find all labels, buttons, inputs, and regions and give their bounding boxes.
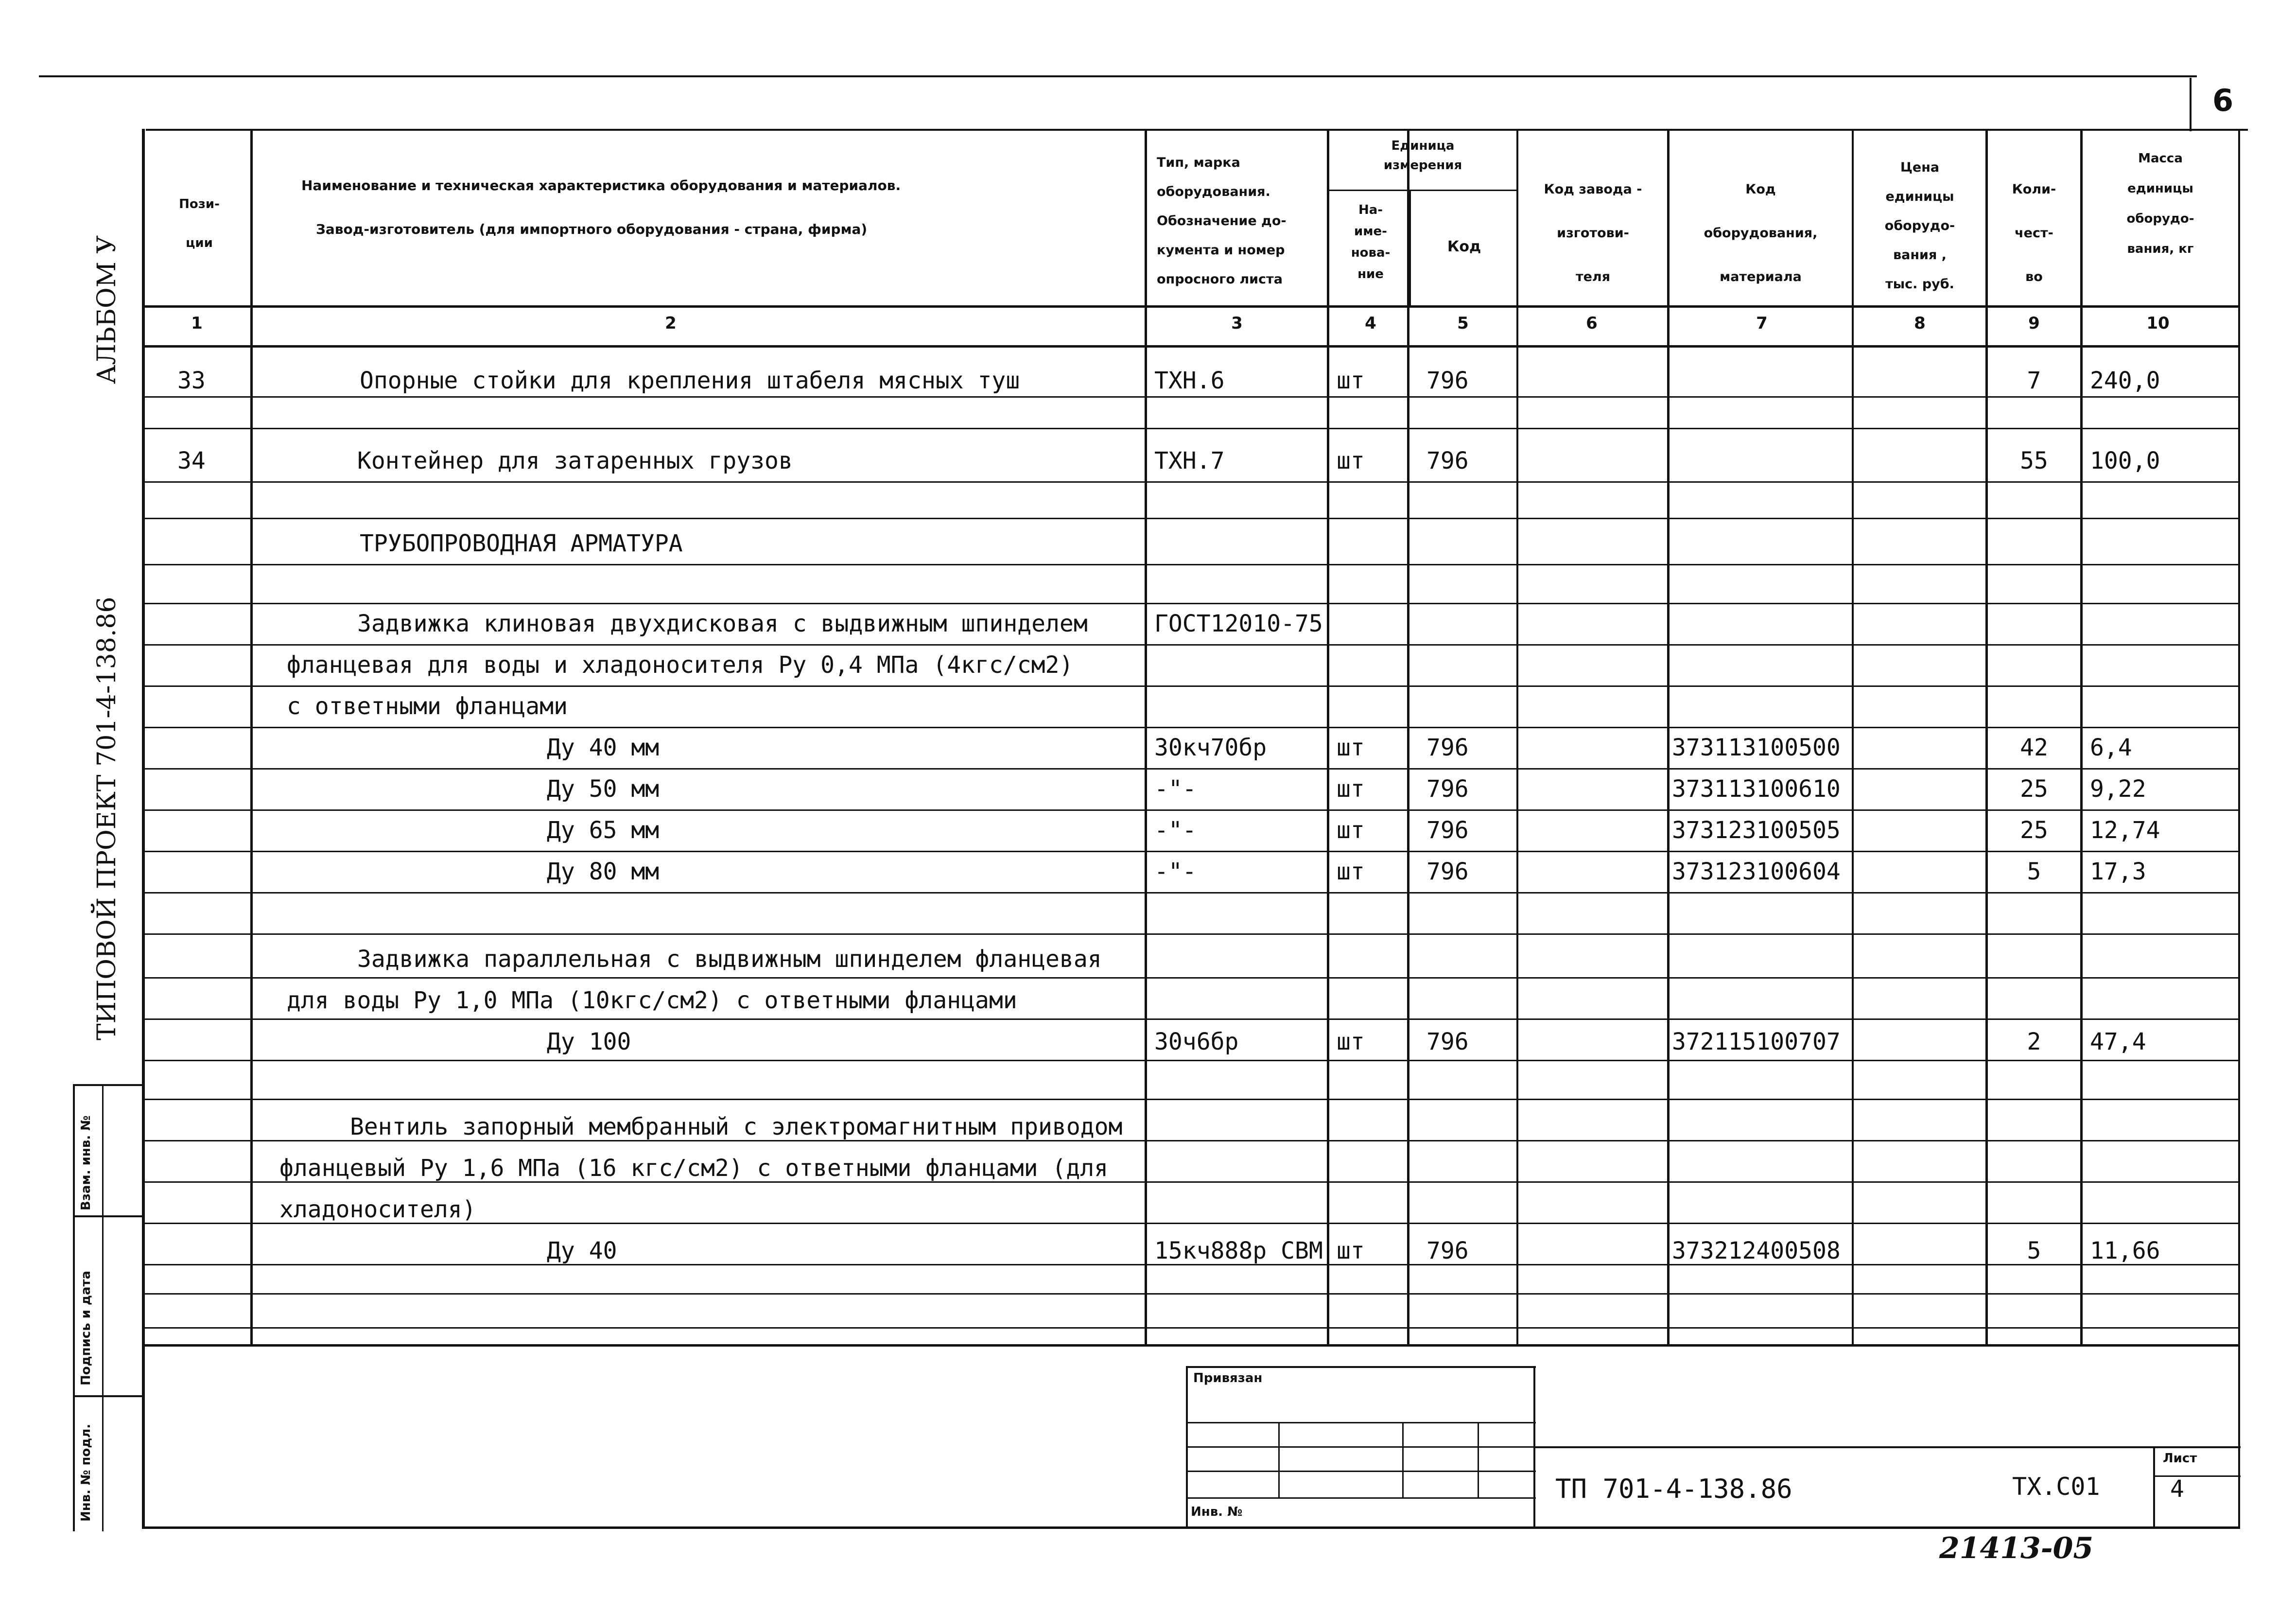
sheet-number: 6 [2212, 83, 2234, 118]
header-col2-line2: Завод-изготовитель (для импортного оборудования - страна, фирма) [316, 221, 868, 237]
row-rule [145, 1293, 2240, 1295]
row-rule [145, 809, 2240, 811]
cell-name: фланцевая для воды и хладоносителя Ру 0,4 МПа (4кгс/см2) [287, 651, 1074, 679]
cell-unit: шт [1337, 858, 1365, 885]
header-col9: Коли- чест- во [2012, 182, 2056, 284]
cell-name: для воды Ру 1,0 МПа (10кгс/см2) с ответными фланцами [287, 987, 1017, 1014]
handwritten-number: 21413-05 [1939, 1531, 2094, 1565]
cell-mass: 240,0 [2090, 367, 2160, 394]
header-col3: Тип, марка оборудования. Обозначение до- кумента и номер опросного листа [1157, 155, 1287, 287]
row-rule [145, 933, 2240, 935]
cell-unit-code: 796 [1426, 817, 1469, 844]
col-number-8: 8 [1914, 314, 1926, 333]
cell-unit-code: 796 [1426, 734, 1469, 761]
cell-name: Ду 65 мм [547, 817, 660, 844]
stamp-sheet-value: 4 [2170, 1475, 2184, 1503]
cell-material-code: 372115100707 [1672, 1028, 1841, 1055]
cell-material-code: 373212400508 [1672, 1237, 1841, 1264]
cell-mass: 11,66 [2090, 1237, 2160, 1264]
cell-unit: шт [1337, 447, 1365, 474]
album-label: АЛЬБОМ У [92, 235, 122, 384]
cell-type: 30кч70бр [1154, 734, 1267, 761]
row-rule [145, 603, 2240, 604]
cell-name: фланцевый Ру 1,6 МПа (16 кгс/см2) с ответными фланцами (для [279, 1155, 1109, 1182]
col-number-6: 6 [1586, 314, 1598, 333]
cell-quantity: 55 [2020, 447, 2048, 474]
row-rule [145, 851, 2240, 852]
cell-type: ТХН.7 [1154, 447, 1225, 474]
header-col4: На- име- нова- ние [1351, 203, 1391, 281]
cell-mass: 6,4 [2090, 734, 2132, 761]
cell-unit: шт [1337, 734, 1365, 761]
cell-name: Ду 40 мм [547, 734, 660, 761]
cell-quantity: 7 [2027, 367, 2041, 394]
row-rule [145, 1060, 2240, 1061]
cell-name: хладоносителя) [279, 1196, 476, 1223]
side-stamp-2: Подпись и дата [79, 1270, 93, 1385]
cell-unit-code: 796 [1426, 1028, 1469, 1055]
cell-mass: 47,4 [2090, 1028, 2146, 1055]
row-rule [145, 685, 2240, 687]
cell-name: Ду 50 мм [547, 775, 660, 803]
row-rule [145, 1099, 2240, 1100]
header-col10: Масса единицы оборудо- вания, кг [2126, 151, 2194, 256]
side-stamp-1: Взам. инв. № [79, 1115, 93, 1210]
header-unit-group: Единица измерения [1383, 139, 1462, 173]
row-rule [145, 481, 2240, 483]
cell-material-code: 373123100505 [1672, 817, 1841, 844]
cell-unit-code: 796 [1426, 775, 1469, 803]
stamp-sheet-code: ТХ.С01 [2012, 1473, 2100, 1501]
col-number-3: 3 [1231, 314, 1243, 333]
cell-name: Задвижка клиновая двухдисковая с выдвижным шпинделем [357, 610, 1088, 637]
cell-unit: шт [1337, 775, 1365, 803]
cell-type: -"- [1154, 817, 1197, 844]
cell-type: -"- [1154, 858, 1197, 885]
frame-top [39, 75, 2197, 77]
cell-name: Опорные стойки для крепления штабеля мясных туш [360, 367, 1020, 394]
cell-name: Ду 40 [547, 1237, 617, 1264]
cell-material-code: 373113100610 [1672, 775, 1841, 803]
cell-name: с ответными фланцами [287, 693, 568, 720]
row-rule [145, 727, 2240, 728]
cell-type: -"- [1154, 775, 1197, 803]
cell-name: Вентиль запорный мембранный с электромагнитным приводом [350, 1113, 1123, 1140]
cell-name: Задвижка параллельная с выдвижным шпинделем фланцевая [357, 946, 1102, 973]
cell-unit: шт [1337, 817, 1365, 844]
side-stamp-3: Инв. № подл. [79, 1423, 93, 1522]
cell-mass: 9,22 [2090, 775, 2146, 803]
header-col7: Код оборудования, материала [1704, 182, 1818, 284]
row-rule [145, 977, 2240, 979]
cell-unit: шт [1337, 1028, 1365, 1055]
row-rule [145, 428, 2240, 429]
project-label: ТИПОВОЙ ПРОЕКТ 701-4-138.86 [92, 596, 122, 1040]
col-number-5: 5 [1457, 314, 1469, 333]
header-col1: Пози- ции [179, 197, 220, 250]
cell-quantity: 25 [2020, 775, 2048, 803]
cell-quantity: 5 [2027, 1237, 2041, 1264]
col-number-2: 2 [665, 314, 677, 333]
row-rule [145, 892, 2240, 894]
row-rule [145, 564, 2240, 565]
stamp-inv-label: Инв. № [1191, 1505, 1243, 1519]
cell-material-code: 373113100500 [1672, 734, 1841, 761]
cell-quantity: 42 [2020, 734, 2048, 761]
cell-name: ТРУБОПРОВОДНАЯ АРМАТУРА [360, 530, 683, 557]
cell-name: Контейнер для затаренных грузов [357, 447, 793, 474]
stamp-doc-code: ТП 701-4-138.86 [1555, 1473, 1792, 1504]
cell-quantity: 2 [2027, 1028, 2041, 1055]
cell-name: Ду 100 [547, 1028, 631, 1055]
cell-name: Ду 80 мм [547, 858, 660, 885]
col-number-9: 9 [2028, 314, 2040, 333]
cell-mass: 12,74 [2090, 817, 2160, 844]
row-rule [145, 644, 2240, 646]
row-rule [145, 1327, 2240, 1329]
header-col5: Код [1447, 238, 1481, 255]
col-number-1: 1 [191, 314, 203, 333]
row-rule [145, 518, 2240, 519]
cell-type: 15кч888р СВМ [1154, 1237, 1323, 1264]
stamp-tied-label: Привязан [1193, 1371, 1263, 1385]
cell-type: 30ч6бр [1154, 1028, 1239, 1055]
col-number-7: 7 [1756, 314, 1768, 333]
row-rule [145, 768, 2240, 770]
header-col2-line1: Наименование и техническая характеристика оборудования и материалов. [301, 177, 901, 193]
cell-quantity: 25 [2020, 817, 2048, 844]
row-rule [145, 396, 2240, 398]
cell-unit: шт [1337, 1237, 1365, 1264]
table-bottom-rule [145, 1344, 2240, 1347]
col-number-4: 4 [1365, 314, 1376, 333]
cell-quantity: 5 [2027, 858, 2041, 885]
header-col8: Цена единицы оборудо- вания , тыс. руб. [1884, 160, 1955, 292]
cell-unit: шт [1337, 367, 1365, 394]
row-rule [145, 1018, 2240, 1020]
cell-unit-code: 796 [1426, 447, 1469, 474]
cell-unit-code: 796 [1426, 858, 1469, 885]
cell-type: ГОСТ12010-75 [1154, 610, 1323, 637]
cell-unit-code: 796 [1426, 1237, 1469, 1264]
col-number-10: 10 [2146, 314, 2170, 333]
stamp-sheet-label: Лист [2163, 1451, 2197, 1466]
cell-mass: 17,3 [2090, 858, 2146, 885]
cell-material-code: 373123100604 [1672, 858, 1841, 885]
cell-position: 33 [177, 367, 206, 394]
header-col6: Код завода - изготови- теля [1544, 182, 1642, 284]
cell-type: ТХН.6 [1154, 367, 1225, 394]
cell-position: 34 [177, 447, 206, 474]
cell-mass: 100,0 [2090, 447, 2160, 474]
cell-unit-code: 796 [1426, 367, 1469, 394]
